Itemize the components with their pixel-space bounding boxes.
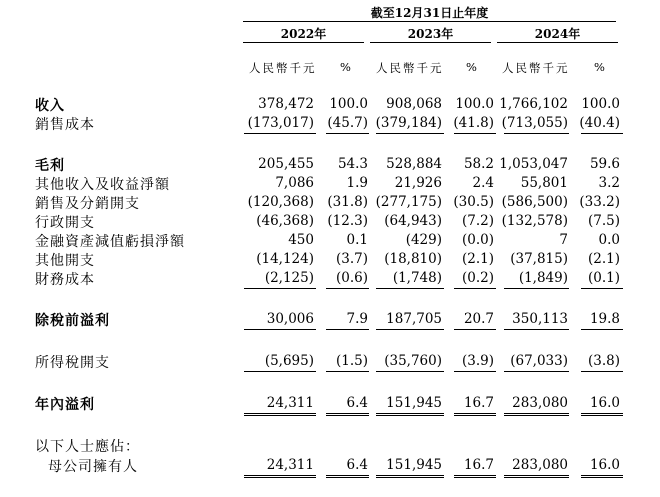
row-value: (31.8): [327, 194, 368, 210]
row-value: (41.8): [453, 115, 494, 131]
row-value: (0.0): [461, 232, 494, 248]
double-underline: [504, 413, 569, 416]
double-underline: [504, 475, 569, 478]
underline: [326, 133, 369, 134]
row-value: 908,068: [386, 96, 442, 112]
underline: [244, 329, 316, 330]
row-value: 7: [559, 232, 568, 248]
row-value: (379,184): [375, 115, 442, 131]
row-value: (40.4): [579, 115, 620, 131]
underline: [326, 329, 369, 330]
underline: [326, 371, 369, 372]
row-value: (37,815): [510, 251, 568, 267]
year-2024-rule: [497, 42, 618, 43]
year-2023-header: 2023年: [407, 27, 454, 41]
underline: [581, 133, 623, 134]
underline: [376, 133, 444, 134]
row-label-revenue: 收入: [35, 98, 65, 114]
underline: [581, 371, 623, 372]
row-value: (14,124): [256, 251, 314, 267]
row-value: (1.5): [335, 353, 368, 369]
year-2022-header: 2022年: [280, 27, 327, 41]
row-label-gross-profit: 毛利: [35, 158, 65, 174]
row-value: (18,810): [384, 251, 442, 267]
row-value: 2.4: [472, 175, 494, 191]
row-label-attributable-to: 以下人士應佔：: [35, 439, 140, 455]
row-label-cost-of-sales: 銷售成本: [35, 117, 95, 133]
row-label-other-expenses: 其他開支: [35, 253, 95, 269]
underline: [244, 133, 316, 134]
double-underline: [376, 413, 444, 416]
row-value: (0.6): [335, 270, 368, 286]
row-value: 58.2: [463, 156, 494, 172]
row-value: 0.1: [346, 232, 368, 248]
underline: [376, 288, 444, 289]
row-value: 283,080: [512, 395, 568, 411]
row-value: (2,125): [264, 270, 314, 286]
row-value: 30,006: [266, 311, 314, 327]
underline: [581, 329, 623, 330]
double-underline: [244, 413, 316, 416]
underline: [504, 329, 569, 330]
double-underline: [581, 413, 623, 416]
row-value: (45.7): [327, 115, 368, 131]
row-value: (586,500): [501, 194, 568, 210]
row-value: (120,368): [247, 194, 314, 210]
row-value: (7.5): [587, 213, 620, 229]
row-value: 3.2: [598, 175, 620, 191]
row-value: (132,578): [501, 213, 568, 229]
pct-label-2022: %: [340, 60, 351, 74]
row-value: 187,705: [386, 311, 442, 327]
underline: [376, 371, 444, 372]
double-underline: [326, 413, 369, 416]
period-title-rule: [243, 21, 616, 22]
row-label-owners-of-parent: 母公司擁有人: [48, 459, 138, 475]
row-value: (12.3): [327, 213, 368, 229]
row-value: 59.6: [589, 156, 620, 172]
row-value: 24,311: [266, 457, 314, 473]
double-underline: [326, 475, 369, 478]
underline: [504, 133, 569, 134]
double-underline: [454, 475, 496, 478]
row-value: 151,945: [386, 395, 442, 411]
row-value: 24,311: [266, 395, 314, 411]
row-label-finance-costs: 財務成本: [35, 272, 95, 288]
row-value: 0.0: [598, 232, 620, 248]
row-value: 1.9: [346, 175, 368, 191]
row-value: 450: [288, 232, 314, 248]
year-2023-rule: [370, 42, 491, 43]
row-value: 100.0: [329, 96, 368, 112]
year-2024-header: 2024年: [534, 27, 581, 41]
row-value: 16.0: [589, 457, 620, 473]
double-underline: [581, 475, 623, 478]
row-value: 21,926: [394, 175, 442, 191]
row-value: (2.1): [461, 251, 494, 267]
row-value: (0.1): [587, 270, 620, 286]
row-value: (2.1): [587, 251, 620, 267]
row-label-profit-for-year: 年內溢利: [35, 397, 95, 413]
row-label-income-tax: 所得稅開支: [35, 355, 110, 371]
row-value: (277,175): [375, 194, 442, 210]
underline: [376, 329, 444, 330]
row-value: 16.7: [463, 457, 494, 473]
underline: [504, 288, 569, 289]
row-value: (67,033): [510, 353, 568, 369]
unit-label-2022: 人民幣千元: [249, 61, 317, 75]
row-value: 7.9: [346, 311, 368, 327]
underline: [454, 288, 496, 289]
underline: [504, 371, 569, 372]
row-value: (30.5): [453, 194, 494, 210]
row-value: 1,053,047: [499, 156, 568, 172]
row-value: (35,760): [384, 353, 442, 369]
row-value: 54.3: [337, 156, 368, 172]
row-value: 7,086: [275, 175, 314, 191]
row-value: (0.2): [461, 270, 494, 286]
row-value: 6.4: [346, 457, 368, 473]
row-value: (3.7): [335, 251, 368, 267]
underline: [454, 329, 496, 330]
row-value: 283,080: [512, 457, 568, 473]
row-value: 1,766,102: [499, 96, 568, 112]
row-value: 16.7: [463, 395, 494, 411]
row-value: (1,748): [392, 270, 442, 286]
pct-label-2023: %: [466, 60, 477, 74]
underline: [581, 288, 623, 289]
row-value: 528,884: [386, 156, 442, 172]
underline: [244, 371, 316, 372]
double-underline: [376, 475, 444, 478]
underline: [454, 133, 496, 134]
row-value: (5,695): [264, 353, 314, 369]
row-value: 100.0: [581, 96, 620, 112]
row-value: 205,455: [258, 156, 314, 172]
row-value: 19.8: [589, 311, 620, 327]
unit-label-2024: 人民幣千元: [502, 61, 570, 75]
year-2022-rule: [243, 42, 364, 43]
row-value: 100.0: [455, 96, 494, 112]
row-value: 151,945: [386, 457, 442, 473]
row-value: 6.4: [346, 395, 368, 411]
row-value: (64,943): [384, 213, 442, 229]
period-title: 截至12月31日止年度: [370, 6, 489, 20]
row-value: (46,368): [256, 213, 314, 229]
row-label-selling-expenses: 銷售及分銷開支: [35, 196, 140, 212]
row-value: (3.9): [461, 353, 494, 369]
row-value: (429): [405, 232, 442, 248]
row-value: 16.0: [589, 395, 620, 411]
row-value: (33.2): [579, 194, 620, 210]
row-label-impairment-losses: 金融資產減值虧損淨額: [35, 234, 185, 250]
unit-label-2023: 人民幣千元: [376, 61, 444, 75]
row-label-other-income: 其他收入及收益淨額: [35, 177, 170, 193]
underline: [326, 288, 369, 289]
underline: [454, 371, 496, 372]
row-value: 55,801: [520, 175, 568, 191]
row-value: (7.2): [461, 213, 494, 229]
double-underline: [454, 413, 496, 416]
pct-label-2024: %: [594, 60, 605, 74]
underline: [244, 288, 316, 289]
row-value: 20.7: [463, 311, 494, 327]
row-value: (713,055): [501, 115, 568, 131]
row-label-profit-before-tax: 除稅前溢利: [35, 313, 110, 329]
row-value: 350,113: [512, 311, 568, 327]
double-underline: [244, 475, 316, 478]
row-value: 378,472: [258, 96, 314, 112]
row-value: (3.8): [587, 353, 620, 369]
row-value: (173,017): [247, 115, 314, 131]
row-label-admin-expenses: 行政開支: [35, 215, 95, 231]
row-value: (1,849): [518, 270, 568, 286]
